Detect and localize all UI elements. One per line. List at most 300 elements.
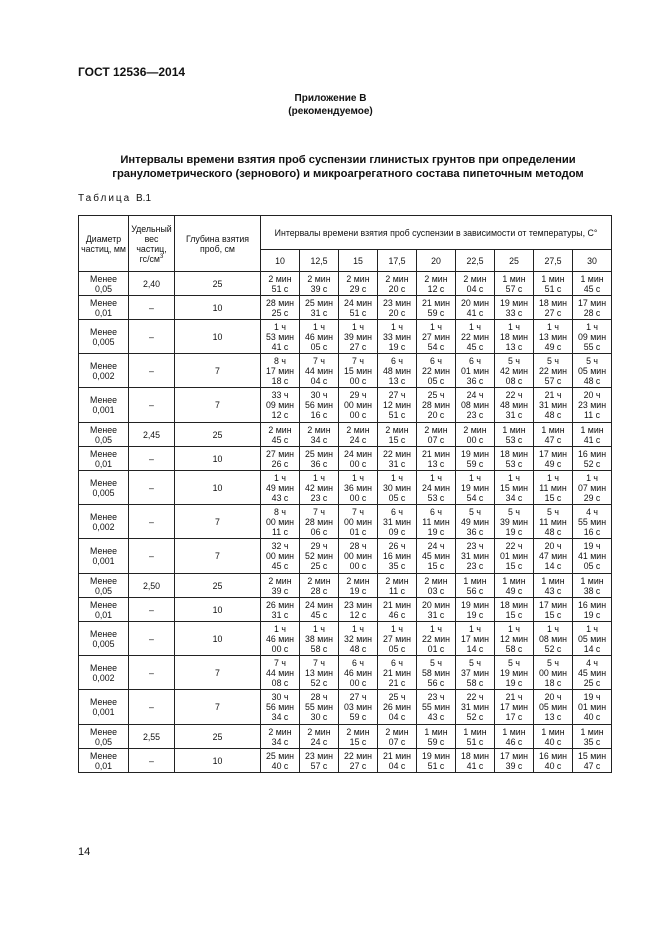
table-row bbox=[79, 354, 612, 388]
cell-line: 08 мин bbox=[460, 400, 490, 410]
cell-line: 45 с bbox=[583, 283, 601, 294]
cell-line: 39 мин bbox=[343, 331, 373, 342]
cell-line: 32 ч bbox=[271, 541, 289, 551]
cell-line: 21 ч bbox=[505, 692, 523, 702]
cell-line: 1 ч bbox=[352, 472, 364, 483]
cell-line: 5 ч bbox=[547, 657, 559, 668]
cell-line: 12 с bbox=[271, 410, 289, 420]
cell-line: 51 с bbox=[466, 736, 484, 747]
cell-line: 00 мин bbox=[265, 551, 295, 561]
cell-interval bbox=[300, 388, 339, 423]
cell-line: 23 с bbox=[310, 492, 328, 503]
cell-interval bbox=[300, 598, 339, 622]
cell-line: 08 мин bbox=[538, 633, 568, 644]
cell-line: 12 мин bbox=[499, 633, 529, 644]
cell-line: 1 ч bbox=[508, 623, 520, 634]
cell-line: 21 мин bbox=[382, 667, 412, 678]
cell-line: 52 с bbox=[583, 458, 601, 469]
cell-line: 00 мин bbox=[265, 516, 295, 527]
cell-specific-weight: – bbox=[129, 447, 175, 471]
cell-line: 18 мин bbox=[499, 331, 529, 342]
cell-line: 04 с bbox=[310, 375, 328, 386]
cell-interval bbox=[300, 656, 339, 690]
header-depth: Глубина взятия проб, см bbox=[175, 216, 261, 272]
cell-interval bbox=[339, 656, 378, 690]
cell-interval bbox=[534, 690, 573, 725]
cell-line: 27 мин bbox=[421, 331, 451, 342]
cell-line: Менее bbox=[90, 273, 117, 284]
cell-line: 01 мин bbox=[460, 365, 490, 376]
cell-line: 56 с bbox=[427, 677, 445, 688]
cell-interval bbox=[378, 622, 417, 656]
cell-specific-weight: – bbox=[129, 539, 175, 574]
cell-interval bbox=[456, 471, 495, 505]
cell-line: 2 мин bbox=[346, 273, 370, 284]
cell-line: 41 с bbox=[271, 341, 289, 352]
cell-line: 20 с bbox=[388, 307, 406, 318]
cell-line: 1 ч bbox=[547, 472, 559, 483]
cell-line: 24 мин bbox=[421, 482, 451, 493]
cell-line: 00 с bbox=[349, 375, 367, 386]
cell-line: 31 мин bbox=[460, 551, 490, 561]
cell-line: 1 ч bbox=[586, 623, 598, 634]
cell-line: 26 мин bbox=[382, 702, 412, 712]
cell-line: 39 с bbox=[310, 283, 328, 294]
cell-line: 6 ч bbox=[430, 506, 442, 517]
cell-line: 31 с bbox=[427, 609, 445, 620]
cell-interval bbox=[573, 656, 612, 690]
cell-interval bbox=[261, 749, 300, 773]
cell-line: 17 с bbox=[505, 712, 523, 722]
cell-line: 5 ч bbox=[430, 657, 442, 668]
cell-interval bbox=[300, 505, 339, 539]
cell-interval bbox=[339, 447, 378, 471]
cell-line: 43 с bbox=[271, 492, 289, 503]
cell-line: 0,001 bbox=[92, 405, 115, 415]
cell-line: 1 ч bbox=[274, 321, 286, 332]
cell-specific-weight: – bbox=[129, 354, 175, 388]
cell-line: 40 с bbox=[271, 760, 289, 771]
cell-interval bbox=[339, 749, 378, 773]
cell-interval bbox=[378, 725, 417, 749]
cell-interval bbox=[417, 471, 456, 505]
cell-depth: 7 bbox=[175, 690, 261, 725]
cell-line: 30 мин bbox=[382, 482, 412, 493]
cell-line: 1 ч bbox=[430, 623, 442, 634]
cell-line: 14 с bbox=[583, 643, 601, 654]
cell-line: 29 с bbox=[583, 492, 601, 503]
cell-line: 2 мин bbox=[346, 424, 370, 435]
standard-designation: ГОСТ 12536—2014 bbox=[78, 65, 186, 79]
cell-interval bbox=[534, 539, 573, 574]
cell-line: Менее bbox=[90, 575, 117, 586]
header-specific-weight bbox=[129, 216, 175, 272]
cell-line: 22 ч bbox=[466, 692, 484, 702]
cell-line: 06 с bbox=[310, 526, 328, 537]
cell-line: 15 с bbox=[505, 561, 523, 571]
cell-line: 2 мин bbox=[307, 575, 331, 586]
cell-line: 28 мин bbox=[421, 400, 451, 410]
cell-line: 05 с bbox=[583, 561, 601, 571]
cell-line: 07 с bbox=[388, 736, 406, 747]
cell-line: 2 мин bbox=[268, 424, 292, 435]
cell-interval bbox=[534, 725, 573, 749]
table-row bbox=[79, 574, 612, 598]
cell-line: 39 с bbox=[505, 760, 523, 771]
cell-line: 2 мин bbox=[463, 273, 487, 284]
cell-line: 00 мин bbox=[343, 400, 373, 410]
cell-interval bbox=[573, 296, 612, 320]
cell-specific-weight: 2,55 bbox=[129, 725, 175, 749]
header-temperature: 25 bbox=[495, 250, 534, 272]
cell-line: 12 с bbox=[427, 283, 445, 294]
cell-specific-weight: – bbox=[129, 749, 175, 773]
table-row bbox=[79, 749, 612, 773]
cell-line: 2 мин bbox=[268, 726, 292, 737]
header-temperature: 17,5 bbox=[378, 250, 417, 272]
cell-line: Менее bbox=[90, 395, 117, 405]
cell-line: 21 ч bbox=[544, 390, 562, 400]
cell-line: 25 с bbox=[310, 561, 328, 571]
cell-depth: 10 bbox=[175, 320, 261, 354]
cell-line: 22 мин bbox=[421, 633, 451, 644]
cell-interval bbox=[339, 354, 378, 388]
cell-line: 16 мин bbox=[382, 551, 412, 561]
cell-line: 08 с bbox=[271, 677, 289, 688]
cell-interval bbox=[378, 320, 417, 354]
cell-interval bbox=[378, 574, 417, 598]
cell-line: 41 с bbox=[466, 307, 484, 318]
cell-depth: 7 bbox=[175, 354, 261, 388]
cell-line: 15 мин bbox=[578, 750, 607, 761]
cell-line: 45 мин bbox=[421, 551, 451, 561]
cell-line: 28 ч bbox=[310, 692, 328, 702]
cell-line: 19 с bbox=[427, 526, 445, 537]
cell-line: 16 с bbox=[310, 410, 328, 420]
cell-line: 29 ч bbox=[349, 390, 367, 400]
cell-line: 36 с bbox=[466, 526, 484, 537]
cell-line: 25 с bbox=[583, 677, 601, 688]
cell-line: 48 с bbox=[544, 526, 562, 537]
cell-line: 16 мин bbox=[578, 599, 607, 610]
cell-line: 6 ч bbox=[469, 355, 481, 366]
cell-line: 36 с bbox=[310, 458, 328, 469]
cell-line: 5 ч bbox=[586, 355, 598, 366]
cell-line: 13 с bbox=[505, 341, 523, 352]
cell-line: 34 с bbox=[271, 712, 289, 722]
cell-line: 48 с bbox=[583, 375, 601, 386]
cell-interval bbox=[573, 354, 612, 388]
cell-line: 09 мин bbox=[265, 400, 295, 410]
cell-line: 27 мин bbox=[265, 448, 295, 459]
cell-line: 41 с bbox=[466, 760, 484, 771]
cell-line: 45 с bbox=[271, 561, 289, 571]
cell-line: 2 мин bbox=[346, 726, 370, 737]
table-row bbox=[79, 690, 612, 725]
cell-interval bbox=[573, 690, 612, 725]
cell-line: 00 с bbox=[349, 410, 367, 420]
cell-line: 19 с bbox=[505, 677, 523, 688]
cell-line: 17 мин bbox=[538, 448, 568, 459]
cell-line: 4 ч bbox=[586, 506, 598, 517]
cell-line: 00 с bbox=[349, 458, 367, 469]
cell-line: 7 ч bbox=[313, 506, 325, 517]
cell-line: 0,05 bbox=[94, 283, 113, 294]
cell-line: 28 с bbox=[583, 307, 601, 318]
cell-line: 18 мин bbox=[538, 297, 568, 308]
cell-line: 55 мин bbox=[578, 516, 607, 527]
cell-line: 42 мин bbox=[499, 365, 529, 376]
cell-line: 2 мин bbox=[385, 726, 409, 737]
cell-line: 00 с bbox=[271, 643, 289, 654]
cell-line: 25 ч bbox=[388, 692, 406, 702]
cell-line: 34 с bbox=[310, 434, 328, 445]
cell-specific-weight: – bbox=[129, 598, 175, 622]
cell-line: 26 с bbox=[271, 458, 289, 469]
cell-line: 28 мин bbox=[304, 516, 334, 527]
cell-interval bbox=[534, 471, 573, 505]
cell-depth: 10 bbox=[175, 622, 261, 656]
cell-interval bbox=[261, 471, 300, 505]
cell-line: 0,001 bbox=[92, 707, 115, 717]
cell-line: 31 мин bbox=[538, 400, 568, 410]
cell-interval bbox=[573, 505, 612, 539]
cell-line: 15 с bbox=[388, 434, 406, 445]
cell-specific-weight: – bbox=[129, 656, 175, 690]
cell-interval bbox=[456, 354, 495, 388]
cell-line: 01 мин bbox=[499, 551, 529, 561]
cell-line: 37 мин bbox=[460, 667, 490, 678]
cell-line: 56 мин bbox=[265, 702, 295, 712]
cell-line: 18 мин bbox=[460, 750, 490, 761]
cell-line: 12 мин bbox=[382, 400, 412, 410]
table-caption-number: В.1 bbox=[136, 193, 152, 204]
cell-line: 46 мин bbox=[343, 667, 373, 678]
cell-line: 18 с bbox=[544, 677, 562, 688]
cell-line: 6 ч bbox=[391, 657, 403, 668]
cell-line: 0,002 bbox=[92, 672, 115, 683]
cell-line: 58 с bbox=[466, 677, 484, 688]
cell-interval bbox=[495, 598, 534, 622]
cell-line: 11 с bbox=[272, 526, 288, 537]
cell-line: 21 мин bbox=[421, 448, 451, 459]
cell-line: 32 мин bbox=[343, 633, 373, 644]
cell-depth: 25 bbox=[175, 725, 261, 749]
cell-interval bbox=[534, 656, 573, 690]
cell-line: 34 с bbox=[271, 736, 289, 747]
cell-line: 53 с bbox=[505, 434, 523, 445]
cell-line: 43 с bbox=[427, 712, 445, 722]
cell-interval bbox=[456, 622, 495, 656]
cell-interval bbox=[456, 296, 495, 320]
cell-interval bbox=[378, 690, 417, 725]
cell-line: 1 ч bbox=[391, 472, 403, 483]
cell-line: 13 мин bbox=[538, 331, 568, 342]
cell-line: 1 ч bbox=[430, 321, 442, 332]
cell-line: 18 мин bbox=[499, 448, 529, 459]
cell-line: 47 мин bbox=[538, 551, 568, 561]
cell-diameter bbox=[79, 272, 129, 296]
cell-line: 00 мин bbox=[538, 667, 568, 678]
cell-interval bbox=[417, 447, 456, 471]
cell-depth: 7 bbox=[175, 539, 261, 574]
cell-line: 1 ч bbox=[274, 623, 286, 634]
cell-interval bbox=[534, 574, 573, 598]
cell-line: 45 с bbox=[466, 341, 484, 352]
cell-line: 57 с bbox=[544, 375, 562, 386]
cell-line: 31 мин bbox=[382, 516, 412, 527]
cell-line: Менее bbox=[90, 448, 117, 459]
cell-interval bbox=[495, 296, 534, 320]
cell-line: 13 с bbox=[388, 375, 406, 386]
cell-line: 1 ч bbox=[508, 472, 520, 483]
cell-interval bbox=[534, 320, 573, 354]
cell-line: 22 мин bbox=[382, 448, 412, 459]
cell-line: 07 мин bbox=[578, 482, 607, 493]
cell-depth: 10 bbox=[175, 749, 261, 773]
cell-interval bbox=[261, 725, 300, 749]
header-weight-text: Удельный вес частиц, гс/см bbox=[131, 223, 172, 264]
cell-line: 27 ч bbox=[349, 692, 367, 702]
cell-line: 31 с bbox=[310, 307, 328, 318]
cell-line: 04 с bbox=[388, 760, 406, 771]
cell-specific-weight: – bbox=[129, 690, 175, 725]
cell-line: 00 мин bbox=[343, 516, 373, 527]
cell-line: 52 мин bbox=[304, 551, 334, 561]
cell-line: 20 мин bbox=[421, 599, 451, 610]
cell-interval bbox=[495, 423, 534, 447]
cell-specific-weight: – bbox=[129, 320, 175, 354]
cell-line: 07 с bbox=[427, 434, 445, 445]
cell-line: 05 мин bbox=[578, 633, 607, 644]
cell-line: 51 с bbox=[349, 307, 367, 318]
cell-interval bbox=[261, 354, 300, 388]
cell-interval bbox=[495, 272, 534, 296]
cell-line: 05 с bbox=[310, 341, 328, 352]
cell-line: 0,01 bbox=[94, 307, 113, 318]
cell-line: 25 мин bbox=[265, 750, 295, 761]
cell-line: 58 с bbox=[505, 643, 523, 654]
cell-interval bbox=[495, 749, 534, 773]
cell-line: 33 ч bbox=[271, 390, 289, 400]
table-row bbox=[79, 388, 612, 423]
cell-interval bbox=[300, 539, 339, 574]
table-row bbox=[79, 320, 612, 354]
cell-interval bbox=[300, 690, 339, 725]
cell-line: 0,002 bbox=[92, 521, 115, 532]
cell-diameter bbox=[79, 690, 129, 725]
cell-interval bbox=[261, 388, 300, 423]
cell-interval bbox=[573, 725, 612, 749]
cell-line: 34 с bbox=[505, 492, 523, 503]
cell-specific-weight: – bbox=[129, 505, 175, 539]
cell-line: 55 мин bbox=[421, 702, 451, 712]
cell-line: 44 мин bbox=[304, 365, 334, 376]
cell-line: 24 ч bbox=[427, 541, 445, 551]
cell-interval bbox=[495, 574, 534, 598]
cell-line: 1 ч bbox=[469, 623, 481, 634]
cell-line: 2 мин bbox=[268, 273, 292, 284]
cell-interval bbox=[573, 320, 612, 354]
cell-line: 19 с bbox=[388, 341, 406, 352]
cell-line: 5 ч bbox=[469, 657, 481, 668]
cell-line: 1 ч bbox=[586, 472, 598, 483]
cell-interval bbox=[456, 272, 495, 296]
cell-line: 56 с bbox=[466, 585, 484, 596]
cell-line: Менее bbox=[90, 297, 117, 308]
cell-interval bbox=[339, 505, 378, 539]
cell-line: 25 ч bbox=[427, 390, 445, 400]
cell-specific-weight: – bbox=[129, 388, 175, 423]
cell-line: 41 мин bbox=[578, 551, 607, 561]
cell-line: 20 ч bbox=[583, 390, 601, 400]
header-temperature: 15 bbox=[339, 250, 378, 272]
cell-line: 46 с bbox=[388, 609, 406, 620]
cell-interval bbox=[300, 296, 339, 320]
cell-line: 2 мин bbox=[307, 273, 331, 284]
cell-diameter bbox=[79, 656, 129, 690]
cell-interval bbox=[573, 471, 612, 505]
cell-line: 1 ч bbox=[391, 623, 403, 634]
cell-interval bbox=[534, 354, 573, 388]
page-number: 14 bbox=[78, 846, 91, 858]
cell-interval bbox=[534, 296, 573, 320]
cell-line: 17 мин bbox=[578, 297, 607, 308]
cell-line: 23 ч bbox=[427, 692, 445, 702]
cell-interval bbox=[261, 320, 300, 354]
cell-line: 7 ч bbox=[313, 657, 325, 668]
cell-line: 05 с bbox=[388, 643, 406, 654]
cell-line: Менее bbox=[90, 477, 117, 488]
cell-diameter bbox=[79, 598, 129, 622]
cell-line: 5 ч bbox=[508, 657, 520, 668]
cell-line: 0,005 bbox=[92, 638, 115, 649]
cell-line: 1 мин bbox=[580, 575, 604, 586]
table-row bbox=[79, 471, 612, 505]
cell-line: 2 мин bbox=[424, 575, 448, 586]
cell-interval bbox=[300, 622, 339, 656]
cell-line: 52 с bbox=[310, 677, 328, 688]
cell-line: 5 ч bbox=[508, 355, 520, 366]
cell-interval bbox=[495, 656, 534, 690]
cell-interval bbox=[378, 296, 417, 320]
header-intervals: Интервалы времени взятия проб суспензии в зависимости от температуры, С° bbox=[261, 216, 612, 250]
cell-line: 15 с bbox=[544, 609, 562, 620]
cell-line: 19 мин bbox=[460, 599, 490, 610]
cell-interval bbox=[573, 598, 612, 622]
cell-depth: 10 bbox=[175, 471, 261, 505]
cell-interval bbox=[573, 388, 612, 423]
cell-line: 17 мин bbox=[460, 633, 490, 644]
cell-interval bbox=[378, 447, 417, 471]
cell-line: 21 с bbox=[388, 677, 406, 688]
cell-line: Менее bbox=[90, 326, 117, 337]
cell-line: 2 мин bbox=[346, 575, 370, 586]
cell-line: 17 мин bbox=[265, 365, 295, 376]
table-row bbox=[79, 423, 612, 447]
cell-line: 15 мин bbox=[499, 482, 529, 493]
cell-line: 24 с bbox=[310, 736, 328, 747]
cell-line: 57 с bbox=[310, 760, 328, 771]
cell-line: 1 ч bbox=[313, 623, 325, 634]
cell-depth: 25 bbox=[175, 423, 261, 447]
cell-line: 2 мин bbox=[385, 273, 409, 284]
cell-line: 8 ч bbox=[274, 355, 286, 366]
cell-line: 40 с bbox=[583, 712, 601, 722]
cell-depth: 10 bbox=[175, 598, 261, 622]
cell-line: 36 мин bbox=[343, 482, 373, 493]
cell-diameter bbox=[79, 725, 129, 749]
